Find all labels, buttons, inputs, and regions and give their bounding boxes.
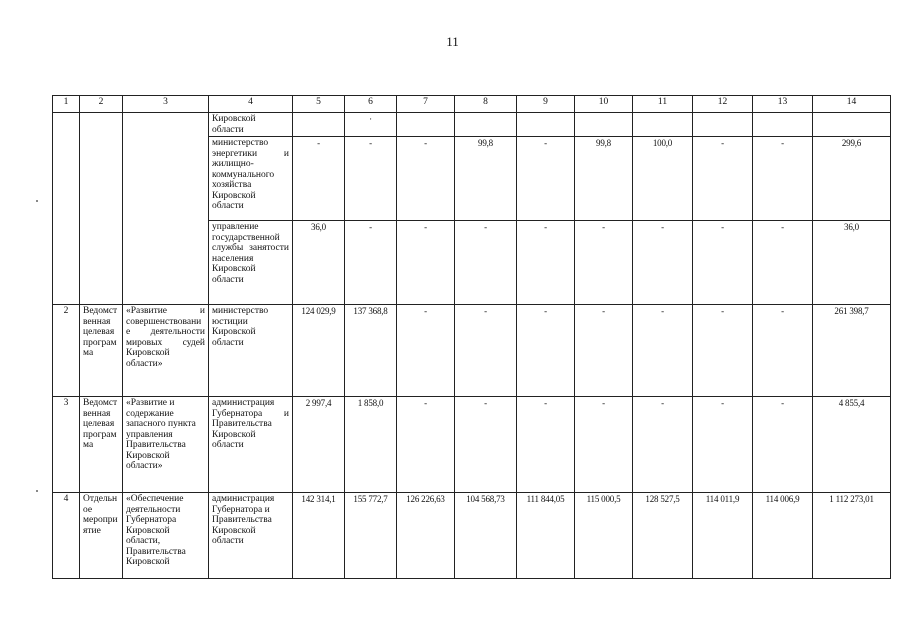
value-cell: 114 011,9 — [693, 493, 753, 579]
column-header: 1 — [53, 96, 80, 113]
value-cell: - — [753, 137, 813, 221]
row-name: «Развитие и совершенствование деятельности мировых судей Кировской области» — [123, 305, 209, 397]
value-cell: 126 226,63 — [397, 493, 455, 579]
value-cell: - — [575, 221, 633, 305]
row-name: «Развитие и содержание запасного пункта управления Правительства Кировской области» — [123, 397, 209, 493]
value-cell: - — [397, 137, 455, 221]
row-name: «Обеспечение деятельности Губернатора Кировской области, Правительства Кировской — [123, 493, 209, 579]
value-cell: - — [397, 221, 455, 305]
value-cell: 100,0 — [633, 137, 693, 221]
value-cell: - — [693, 397, 753, 493]
value-cell — [293, 113, 345, 137]
column-header: 14 — [813, 96, 891, 113]
table-row — [53, 305, 891, 397]
row-number: 3 — [53, 397, 80, 493]
column-header: 6 — [345, 96, 397, 113]
value-cell — [693, 113, 753, 137]
scan-speck — [36, 490, 38, 492]
row-number: 2 — [53, 305, 80, 397]
row-type — [80, 113, 123, 305]
value-cell: - — [397, 305, 455, 397]
value-cell: 99,8 — [455, 137, 517, 221]
value-cell: 299,6 — [813, 137, 891, 221]
value-cell: - — [753, 221, 813, 305]
value-cell: - — [397, 397, 455, 493]
row-type: Ведомственная целевая программа — [80, 397, 123, 493]
row-executor: управление государственной службы занятости населения Кировской области — [209, 221, 293, 305]
value-cell: 261 398,7 — [813, 305, 891, 397]
row-number: 4 — [53, 493, 80, 579]
value-cell: - — [455, 397, 517, 493]
value-cell — [633, 113, 693, 137]
value-cell: - — [693, 221, 753, 305]
value-cell: 155 772,7 — [345, 493, 397, 579]
value-cell: - — [575, 305, 633, 397]
table-row — [53, 397, 891, 493]
table-row — [53, 113, 891, 137]
value-cell: · — [345, 113, 397, 137]
column-header: 3 — [123, 96, 209, 113]
table-row — [53, 493, 891, 579]
scan-speck — [36, 200, 38, 202]
page-number: 11 — [446, 34, 459, 49]
value-cell: - — [753, 305, 813, 397]
column-header: 12 — [693, 96, 753, 113]
value-cell: - — [633, 221, 693, 305]
value-cell: 2 997,4 — [293, 397, 345, 493]
value-cell: 114 006,9 — [753, 493, 813, 579]
row-executor: министерство энергетики и жилищно-коммунального хозяйства Кировской области — [209, 137, 293, 221]
value-cell: - — [517, 221, 575, 305]
value-cell: 124 029,9 — [293, 305, 345, 397]
value-cell: 1 858,0 — [345, 397, 397, 493]
row-type: Отдельное мероприятие — [80, 493, 123, 579]
value-cell — [753, 113, 813, 137]
column-header: 8 — [455, 96, 517, 113]
value-cell: - — [753, 397, 813, 493]
row-name — [123, 113, 209, 305]
value-cell: - — [345, 137, 397, 221]
value-cell: 142 314,1 — [293, 493, 345, 579]
budget-table — [52, 95, 891, 579]
column-header: 7 — [397, 96, 455, 113]
value-cell: 1 112 273,01 — [813, 493, 891, 579]
row-executor: министерство юстиции Кировской области — [209, 305, 293, 397]
value-cell: - — [517, 397, 575, 493]
value-cell: - — [455, 221, 517, 305]
column-header: 5 — [293, 96, 345, 113]
value-cell: - — [633, 397, 693, 493]
value-cell — [517, 113, 575, 137]
column-header: 10 — [575, 96, 633, 113]
value-cell: - — [693, 305, 753, 397]
header-row — [53, 96, 891, 113]
value-cell: - — [575, 397, 633, 493]
value-cell: 137 368,8 — [345, 305, 397, 397]
value-cell: - — [455, 305, 517, 397]
row-type: Ведомственная целевая программа — [80, 305, 123, 397]
value-cell: 115 000,5 — [575, 493, 633, 579]
column-header: 4 — [209, 96, 293, 113]
column-header: 11 — [633, 96, 693, 113]
value-cell — [813, 113, 891, 137]
value-cell — [397, 113, 455, 137]
value-cell: - — [345, 221, 397, 305]
row-number — [53, 113, 80, 305]
column-header: 2 — [80, 96, 123, 113]
value-cell: 104 568,73 — [455, 493, 517, 579]
value-cell: - — [693, 137, 753, 221]
value-cell — [455, 113, 517, 137]
value-cell: 36,0 — [293, 221, 345, 305]
row-executor: администрация Губернатора и Правительства Кировской области — [209, 397, 293, 493]
value-cell: - — [293, 137, 345, 221]
row-executor: Кировской области — [209, 113, 293, 137]
value-cell: 128 527,5 — [633, 493, 693, 579]
column-header: 13 — [753, 96, 813, 113]
value-cell: 36,0 — [813, 221, 891, 305]
value-cell: - — [517, 305, 575, 397]
value-cell — [575, 113, 633, 137]
value-cell: 4 855,4 — [813, 397, 891, 493]
column-header: 9 — [517, 96, 575, 113]
row-executor: администрация Губернатора и Правительства Кировской области — [209, 493, 293, 579]
value-cell: 99,8 — [575, 137, 633, 221]
value-cell: - — [517, 137, 575, 221]
value-cell: - — [633, 305, 693, 397]
value-cell: 111 844,05 — [517, 493, 575, 579]
